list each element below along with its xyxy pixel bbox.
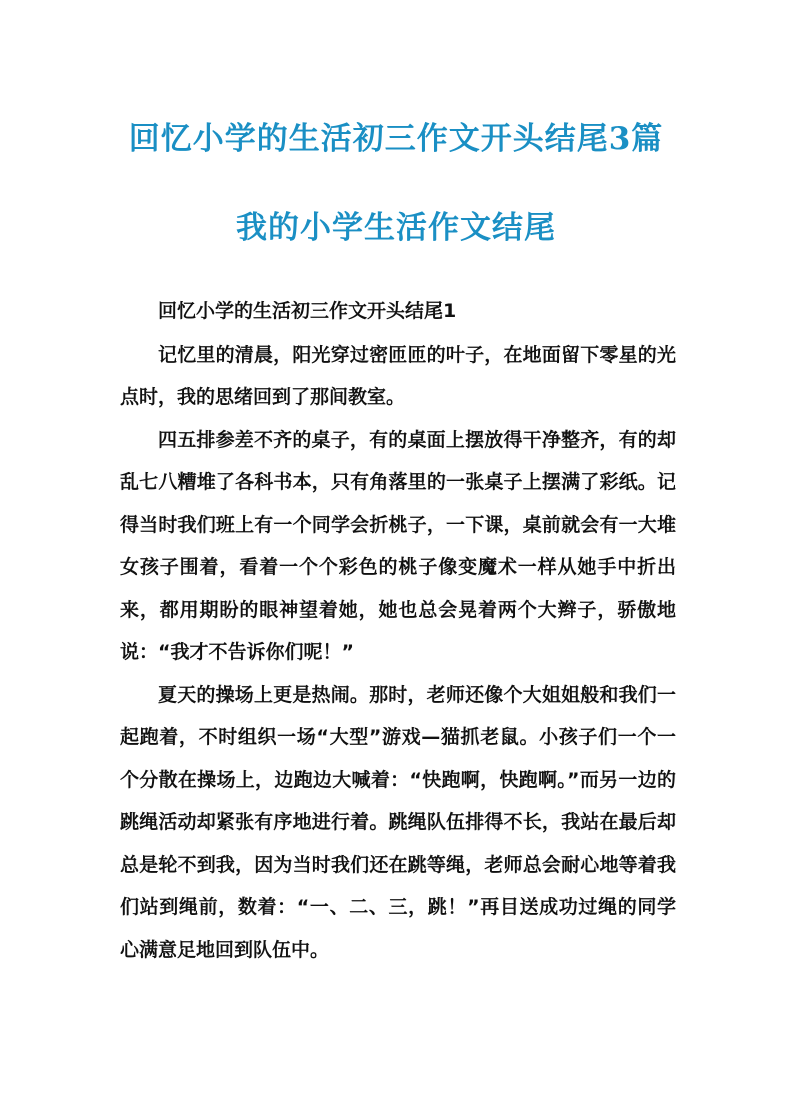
section-label: 回忆小学的生活初三作文开头结尾1: [158, 300, 457, 322]
paragraph-1: 记忆里的清晨，阳光穿过密匝匝的叶子，在地面留下零星的光点时，我的思绪回到了那间教室。: [120, 343, 676, 408]
document-title: 回忆小学的生活初三作文开头结尾3篇: [128, 121, 664, 157]
paragraph-3: 夏天的操场上更是热闹。那时，老师还像个大姐姐般和我们一起跑着，不时组织一场“大型”游戏—猫抓老鼠。小孩子们一个一个分散在操场上，边跑边大喊着：“快跑啊，快跑啊。”而另一边的跳绳活动却紧张有序地进行着。跳绳队伍排得不长，我站在最后却总是轮不到我，因为当时我们还在跳等绳，老师总会耐心地等着我们站到绳前，数着：“一、二、三，跳！”再目送成功过绳的同学心满意足地回到队伍中。: [120, 683, 676, 961]
paragraph-2: 四五排参差不齐的桌子，有的桌面上摆放得干净整齐，有的却乱七八糟堆了各科书本，只有角落里的一张桌子上摆满了彩纸。记得当时我们班上有一个同学会折桃子，一下课，桌前就会有一大堆女孩子围着，看着一个个彩色的桃子像变魔术一样从她手中折出来，都用期盼的眼神望着她，她也总会晃着两个大辫子，骄傲地说：“我才不告诉你们呢！”: [120, 428, 676, 663]
document-subtitle: 我的小学生活作文结尾: [236, 210, 556, 246]
document-body: [120, 290, 676, 971]
